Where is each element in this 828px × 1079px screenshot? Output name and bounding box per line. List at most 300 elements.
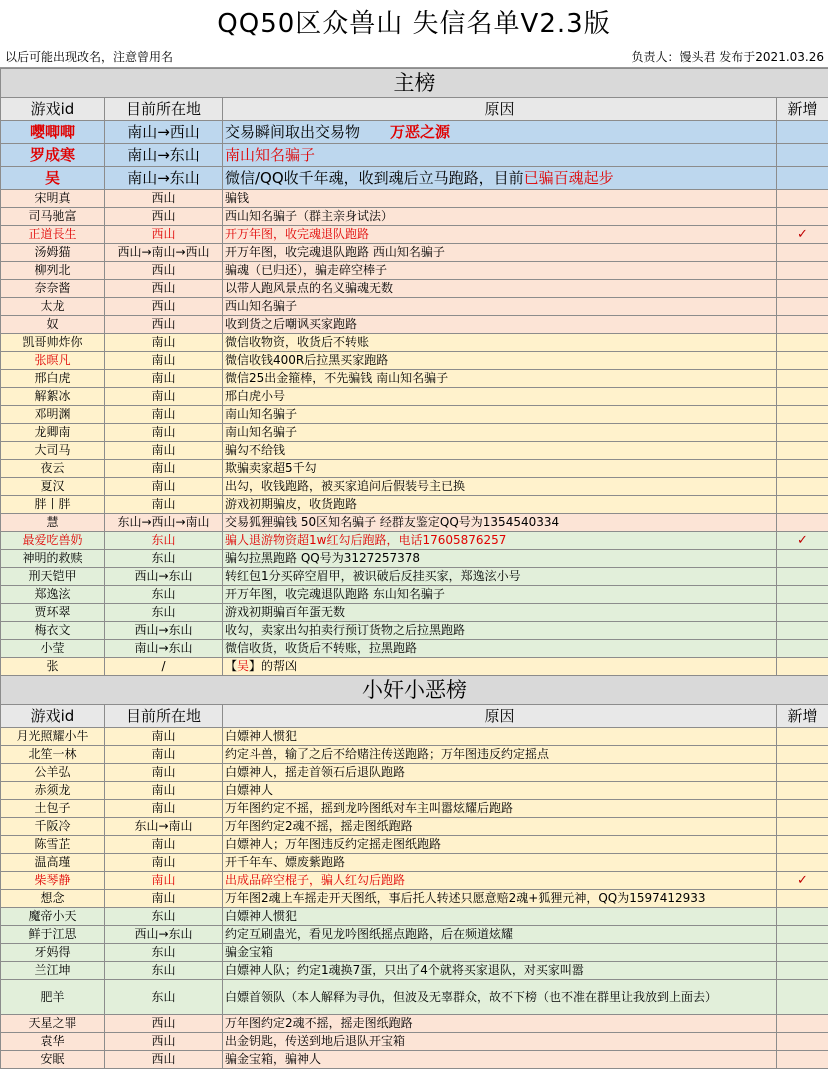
reason-cell [223, 208, 777, 226]
main-section [1, 69, 828, 98]
player-id: 贾环翠 [1, 604, 105, 622]
player-id: 天星之罪 [1, 1015, 105, 1033]
table-row [1, 208, 828, 226]
reason-text: 出金钥匙，传送到地后退队开宝箱 [225, 1034, 406, 1048]
table-row [1, 604, 828, 622]
table-row [1, 1033, 828, 1051]
reason-cell [223, 424, 777, 442]
player-id: 邓明渊 [1, 406, 105, 424]
player-id: 赤须龙 [1, 782, 105, 800]
table-row [1, 532, 828, 550]
new-check-icon: ✓ [797, 533, 808, 548]
reason-text: 开千年车、嫖废紫跑路 [225, 855, 346, 869]
table-row [1, 190, 828, 208]
new-entry-cell [777, 532, 828, 550]
table-row [1, 962, 828, 980]
reason-text: 白嫖首领队（本人解释为寻仇，但波及无辜群众，故不下榜（也不准在群里让我放到上面去） [225, 990, 718, 1004]
new-check-icon: ✓ [797, 873, 808, 888]
column-header-id: 游戏id [1, 705, 105, 728]
reason-text: 骗勾拉黑跑路 QQ号为3127257378 [225, 551, 421, 565]
player-id: 邢白虎 [1, 370, 105, 388]
table-row [1, 478, 828, 496]
player-location: 西山→东山 [105, 568, 223, 586]
player-location: 南山 [105, 406, 223, 424]
new-entry-cell [777, 818, 828, 836]
reason-text: 万年图2魂上车摇走开天图纸，事后托人转述只愿意赔2魂+狐狸元神，QQ为1597412933 [225, 891, 706, 905]
rename-note: 以后可能出现改名，注意曾用名 [5, 50, 174, 64]
reason-text: 白嫖神人惯犯 [225, 729, 298, 743]
table-row [1, 1015, 828, 1033]
minor-header-row [1, 705, 828, 728]
reason-cell [223, 658, 777, 676]
new-entry-cell [777, 568, 828, 586]
new-entry-cell [777, 334, 828, 352]
table-row [1, 280, 828, 298]
player-id: 肥羊 [1, 980, 105, 1015]
player-id: 慧 [1, 514, 105, 532]
new-entry-cell [777, 244, 828, 262]
reason-cell [223, 262, 777, 280]
player-location: 西山 [105, 262, 223, 280]
player-id: 胖丨胖 [1, 496, 105, 514]
player-id: 魔帝小天 [1, 908, 105, 926]
table-row [1, 980, 828, 1015]
new-entry-cell [777, 298, 828, 316]
player-id: 张 [1, 658, 105, 676]
player-id: 牙妈得 [1, 944, 105, 962]
new-entry-cell [777, 280, 828, 298]
reason-cell [223, 167, 777, 190]
player-location: 南山 [105, 442, 223, 460]
table-row [1, 460, 828, 478]
table-row [1, 352, 828, 370]
player-location: 南山 [105, 746, 223, 764]
player-location: 东山→西山→南山 [105, 514, 223, 532]
reason-text: 】的帮凶 [249, 659, 298, 673]
player-location: 南山→西山 [105, 121, 223, 144]
player-location: 东山 [105, 908, 223, 926]
table-row [1, 872, 828, 890]
reason-text: 南山知名骗子 [225, 407, 298, 421]
new-entry-cell [777, 370, 828, 388]
new-entry-cell [777, 890, 828, 908]
player-location: 南山 [105, 782, 223, 800]
player-id: 陈雪芷 [1, 836, 105, 854]
reason-text: 微信收货，收货后不转账，拉黑跑路 [225, 641, 418, 655]
subtitle-bar [0, 48, 828, 68]
new-entry-cell [777, 586, 828, 604]
player-id: 安眠 [1, 1051, 105, 1069]
reason-text: 游戏初期骗皮，收货跑路 [225, 497, 358, 511]
reason-text: 白嫖神人；万年图违反约定摇走图纸跑路 [225, 837, 442, 851]
reason-text: 微信25出金箍棒，不先骗钱 南山知名骗子 [225, 371, 449, 385]
new-entry-cell [777, 1033, 828, 1051]
reason-text: 微信收物资，收货后不转账 [225, 335, 370, 349]
new-entry-cell [777, 190, 828, 208]
page-title: QQ50区众兽山 失信名单V2.3版 [217, 9, 611, 39]
player-location: 西山 [105, 298, 223, 316]
new-entry-cell [777, 854, 828, 872]
reason-text: 南山知名骗子 [225, 146, 316, 164]
reason-cell [223, 388, 777, 406]
reason-text: 收勾，卖家出勾拍卖行预订货物之后拉黑跑路 [225, 623, 466, 637]
reason-cell [223, 908, 777, 926]
reason-text: 骗勾不给钱 [225, 443, 286, 457]
player-location: 东山 [105, 550, 223, 568]
player-id: 月光照耀小牛 [1, 728, 105, 746]
reason-text: 万年图约定2魂不摇，摇走图纸跑路 [225, 1016, 413, 1030]
player-location: 南山 [105, 460, 223, 478]
table-row [1, 298, 828, 316]
new-entry-cell [777, 926, 828, 944]
table-row [1, 167, 828, 190]
player-location: 东山 [105, 944, 223, 962]
new-entry-cell [777, 262, 828, 280]
player-location: 西山→南山→西山 [105, 244, 223, 262]
player-id: 温高瑾 [1, 854, 105, 872]
table-row [1, 550, 828, 568]
reason-text: 骗魂（已归还），骗走碎空棒子 [225, 263, 388, 277]
player-id: 宋明真 [1, 190, 105, 208]
reason-cell [223, 872, 777, 890]
table-row [1, 144, 828, 167]
reason-cell [223, 514, 777, 532]
player-location: 东山 [105, 532, 223, 550]
table-row [1, 226, 828, 244]
reason-text: 出勾，收钱跑路，被买家追问后假装号主已换 [225, 479, 466, 493]
player-location: 南山 [105, 478, 223, 496]
player-location: 南山→东山 [105, 167, 223, 190]
player-id: 罗成寒 [1, 144, 105, 167]
column-header-location: 目前所在地 [105, 98, 223, 121]
player-location: 东山 [105, 962, 223, 980]
player-location: 南山 [105, 854, 223, 872]
player-id: 正道長生 [1, 226, 105, 244]
table-row [1, 388, 828, 406]
reason-text: 以带人跑风景点的名义骗魂无数 [225, 281, 394, 295]
table-row [1, 890, 828, 908]
reason-cell [223, 1033, 777, 1051]
reason-cell [223, 442, 777, 460]
table-row [1, 746, 828, 764]
new-entry-cell [777, 352, 828, 370]
table-row [1, 442, 828, 460]
player-location: 东山→南山 [105, 818, 223, 836]
player-location: 西山 [105, 190, 223, 208]
reason-cell [223, 121, 777, 144]
player-location: 南山 [105, 890, 223, 908]
reason-text: 开万年图，收完魂退队跑路 西山知名骗子 [225, 245, 445, 259]
reason-cell [223, 782, 777, 800]
player-location: 南山 [105, 728, 223, 746]
new-entry-cell [777, 962, 828, 980]
new-entry-cell [777, 442, 828, 460]
table-row [1, 334, 828, 352]
new-entry-cell [777, 872, 828, 890]
table-row [1, 568, 828, 586]
new-entry-cell [777, 746, 828, 764]
table-row [1, 764, 828, 782]
reason-cell [223, 818, 777, 836]
reason-cell [223, 1015, 777, 1033]
player-location: 西山→东山 [105, 926, 223, 944]
new-entry-cell [777, 604, 828, 622]
reason-highlight: 吴 [237, 659, 250, 673]
main-section-title: 主榜 [1, 69, 828, 98]
reason-text: 交易狐狸骗钱 50区知名骗子 经群友鉴定QQ号为1354540334 [225, 515, 560, 529]
player-location: 南山 [105, 496, 223, 514]
column-header-new: 新增 [777, 705, 828, 728]
minor-section-title: 小奸小恶榜 [1, 676, 828, 705]
new-entry-cell [777, 1051, 828, 1069]
player-location: 西山 [105, 316, 223, 334]
column-header-id: 游戏id [1, 98, 105, 121]
player-location: 南山 [105, 370, 223, 388]
player-location: 南山 [105, 872, 223, 890]
table-row [1, 370, 828, 388]
player-location: 西山→东山 [105, 622, 223, 640]
new-entry-cell [777, 514, 828, 532]
reason-cell [223, 532, 777, 550]
reason-text: 转红包1分买碎空眉甲，被识破后反挂买家，郑逸泫小号 [225, 569, 521, 583]
player-location: 南山 [105, 836, 223, 854]
reason-cell [223, 316, 777, 334]
reason-cell [223, 144, 777, 167]
player-location: 西山 [105, 226, 223, 244]
reason-cell [223, 728, 777, 746]
player-location: 西山 [105, 1033, 223, 1051]
player-location: 东山 [105, 980, 223, 1015]
player-location: 南山→东山 [105, 640, 223, 658]
new-check-icon: ✓ [797, 227, 808, 242]
player-location: 西山 [105, 1015, 223, 1033]
new-entry-cell [777, 908, 828, 926]
player-id: 兰江坤 [1, 962, 105, 980]
reason-cell [223, 1051, 777, 1069]
reason-text: 骗金宝箱 [225, 945, 274, 959]
reason-cell [223, 944, 777, 962]
player-location: 南山 [105, 388, 223, 406]
player-id: 汤姆猫 [1, 244, 105, 262]
new-entry-cell [777, 658, 828, 676]
player-location: 南山 [105, 764, 223, 782]
column-header-reason: 原因 [223, 98, 777, 121]
table-row [1, 406, 828, 424]
player-location: 南山 [105, 352, 223, 370]
reason-text: 南山知名骗子 [225, 425, 298, 439]
reason-text: 游戏初期骗百年蛋无数 [225, 605, 346, 619]
reason-cell [223, 352, 777, 370]
player-id: 郑逸泫 [1, 586, 105, 604]
player-id: 刑天铠甲 [1, 568, 105, 586]
table-row [1, 782, 828, 800]
reason-cell [223, 926, 777, 944]
player-id: 想念 [1, 890, 105, 908]
reason-cell [223, 334, 777, 352]
reason-text: 欺骗卖家超5千勾 [225, 461, 317, 475]
new-entry-cell [777, 226, 828, 244]
new-entry-cell [777, 640, 828, 658]
reason-cell [223, 244, 777, 262]
new-entry-cell [777, 496, 828, 514]
table-row [1, 1051, 828, 1069]
table-row [1, 121, 828, 144]
table-row [1, 944, 828, 962]
reason-cell [223, 800, 777, 818]
player-location: 南山 [105, 334, 223, 352]
new-entry-cell [777, 550, 828, 568]
reason-text: 骗金宝箱，骗神人 [225, 1052, 322, 1066]
player-id: 鲜于江思 [1, 926, 105, 944]
table-row [1, 586, 828, 604]
table-row [1, 818, 828, 836]
new-entry-cell [777, 316, 828, 334]
new-entry-cell [777, 1015, 828, 1033]
player-id: 公羊弘 [1, 764, 105, 782]
reason-cell [223, 370, 777, 388]
new-entry-cell [777, 167, 828, 190]
reason-text: 白嫖神人，摇走首领石后退队跑路 [225, 765, 406, 779]
player-id: 神明的救赎 [1, 550, 105, 568]
reason-cell [223, 406, 777, 424]
column-header-new: 新增 [777, 98, 828, 121]
reason-cell [223, 550, 777, 568]
reason-cell [223, 836, 777, 854]
new-entry-cell [777, 406, 828, 424]
reason-text: 白嫖神人 [225, 783, 274, 797]
reason-cell [223, 764, 777, 782]
player-id: 嘤唧唧 [1, 121, 105, 144]
new-entry-cell [777, 980, 828, 1015]
new-entry-cell [777, 944, 828, 962]
player-location: 南山 [105, 424, 223, 442]
player-id: 小莹 [1, 640, 105, 658]
new-entry-cell [777, 764, 828, 782]
column-header-reason: 原因 [223, 705, 777, 728]
player-id: 夜云 [1, 460, 105, 478]
new-entry-cell [777, 836, 828, 854]
new-entry-cell [777, 800, 828, 818]
player-id: 凯哥帅炸你 [1, 334, 105, 352]
reason-text: 出成品碎空棍子，骗人红勾后跑路 [225, 873, 406, 887]
reason-text: 收到货之后嘲讽买家跑路 [225, 317, 358, 331]
player-id: 梅衣文 [1, 622, 105, 640]
reason-cell [223, 280, 777, 298]
player-id: 司马驰富 [1, 208, 105, 226]
blacklist-table [0, 68, 828, 1069]
player-location: 东山 [105, 586, 223, 604]
reason-text: 万年图约定不摇，摇到龙吟图纸对车主叫嚣炫耀后跑路 [225, 801, 514, 815]
player-location: 南山 [105, 800, 223, 818]
player-location: 西山 [105, 208, 223, 226]
new-entry-cell [777, 121, 828, 144]
player-id: 柴琴静 [1, 872, 105, 890]
reason-cell [223, 854, 777, 872]
table-row [1, 836, 828, 854]
player-id: 奈奈酱 [1, 280, 105, 298]
reason-text: 交易瞬间取出交易物 [225, 123, 361, 141]
new-entry-cell [777, 424, 828, 442]
table-row [1, 514, 828, 532]
player-location: / [105, 658, 223, 676]
player-id: 龙卿南 [1, 424, 105, 442]
new-entry-cell [777, 728, 828, 746]
reason-cell [223, 622, 777, 640]
reason-cell [223, 640, 777, 658]
reason-text: 骗钱 [225, 191, 250, 205]
player-id: 奴 [1, 316, 105, 334]
table-row [1, 244, 828, 262]
new-entry-cell [777, 388, 828, 406]
new-entry-cell [777, 144, 828, 167]
table-row [1, 800, 828, 818]
reason-cell [223, 890, 777, 908]
reason-text: 万年图约定2魂不摇，摇走图纸跑路 [225, 819, 413, 833]
reason-text: 约定斗兽，输了之后不给赌注传送跑路；万年图违反约定摇点 [225, 747, 550, 761]
player-location: 西山 [105, 1051, 223, 1069]
reason-text: 开万年图，收完魂退队跑路 东山知名骗子 [225, 587, 445, 601]
table-row [1, 926, 828, 944]
player-id: 解絮冰 [1, 388, 105, 406]
table-row [1, 424, 828, 442]
reason-cell [223, 980, 777, 1015]
table-row [1, 316, 828, 334]
table-row [1, 854, 828, 872]
player-id: 大司马 [1, 442, 105, 460]
reason-prefix: 【 [225, 659, 238, 673]
table-row [1, 908, 828, 926]
table-row [1, 728, 828, 746]
player-id: 北笙一林 [1, 746, 105, 764]
reason-cell [223, 226, 777, 244]
reason-text: 西山知名骗子 [225, 299, 298, 313]
reason-text: 骗人退游物资超1w红勾后跑路，电话17605876257 [225, 533, 507, 547]
player-location: 西山 [105, 280, 223, 298]
reason-text: 西山知名骗子（群主亲身试法） [225, 209, 394, 223]
player-location: 南山→东山 [105, 144, 223, 167]
table-row [1, 262, 828, 280]
new-entry-cell [777, 208, 828, 226]
reason-text: 约定互刷蛊光，看见龙吟图纸摇点跑路，后在频道炫耀 [225, 927, 514, 941]
new-entry-cell [777, 460, 828, 478]
publish-info: 负责人：馒头君 发布于2021.03.26 [631, 50, 824, 64]
reason-cell [223, 496, 777, 514]
reason-cell [223, 962, 777, 980]
reason-cell [223, 568, 777, 586]
player-id: 袁华 [1, 1033, 105, 1051]
reason-cell [223, 586, 777, 604]
reason-cell [223, 746, 777, 764]
reason-text: 白嫖神人惯犯 [225, 909, 298, 923]
table-row [1, 640, 828, 658]
player-id: 土包子 [1, 800, 105, 818]
player-id: 吴 [1, 167, 105, 190]
reason-text: 白嫖神人队；约定1魂换7蛋，只出了4个就将买家退队，对买家叫嚣 [225, 963, 584, 977]
player-location: 东山 [105, 604, 223, 622]
table-row [1, 658, 828, 676]
player-id: 张暝凡 [1, 352, 105, 370]
reason-text: 开万年图，收完魂退队跑路 [225, 227, 370, 241]
minor-section [1, 676, 828, 705]
reason-highlight: 已骗百魂起步 [523, 169, 614, 187]
new-entry-cell [777, 478, 828, 496]
new-entry-cell [777, 622, 828, 640]
player-id: 夏汉 [1, 478, 105, 496]
reason-cell [223, 190, 777, 208]
player-id: 最爱吃兽奶 [1, 532, 105, 550]
reason-text: 邢白虎小号 [225, 389, 286, 403]
reason-extra: 万恶之源 [390, 123, 451, 141]
